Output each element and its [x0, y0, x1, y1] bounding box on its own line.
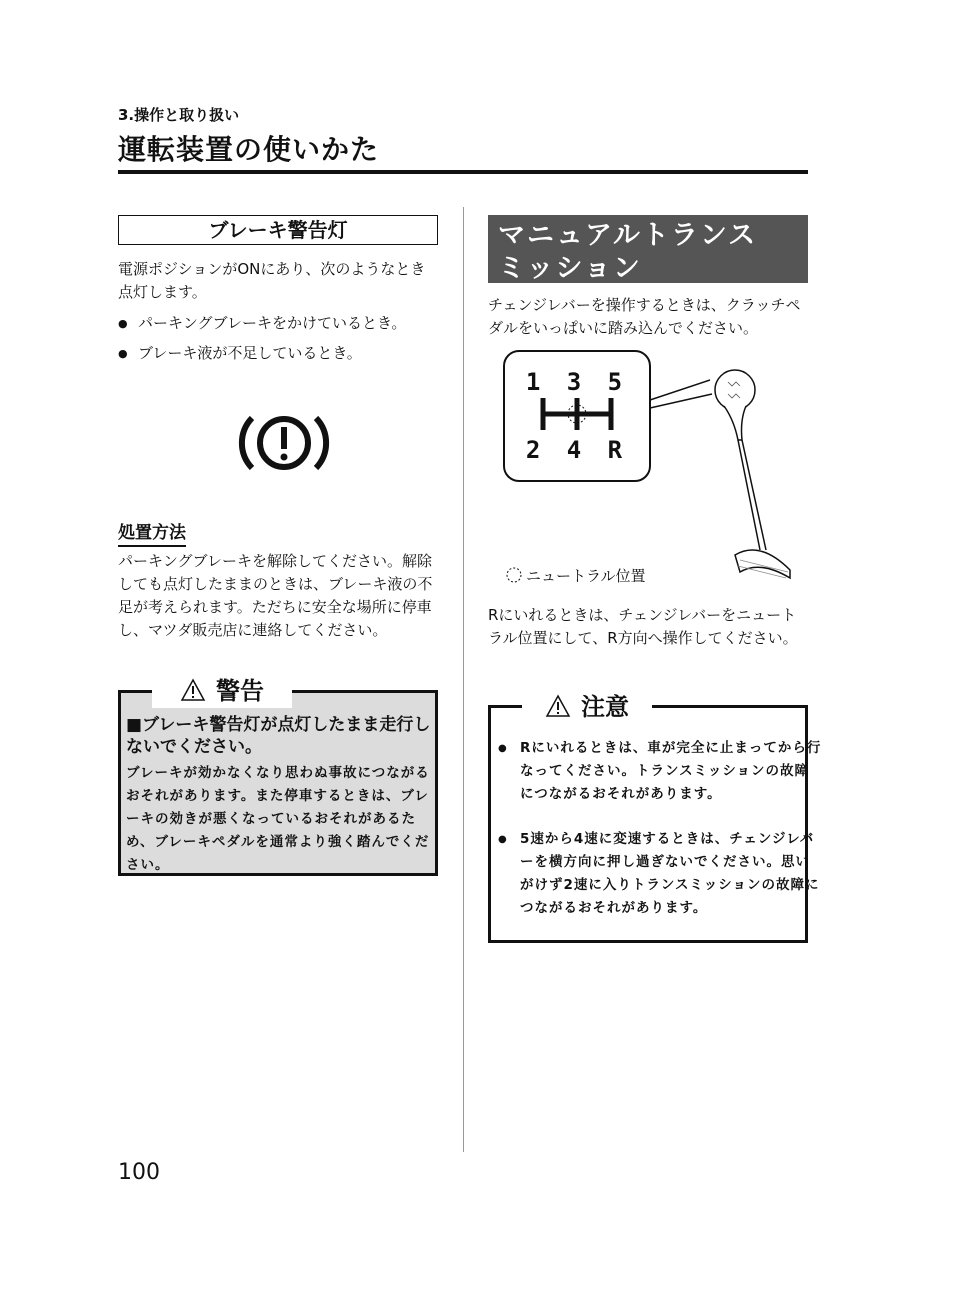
list-item: ● Rにいれるときは、車が完全に止まってから行なってください。トランスミッションの故障につながるおそれがあります。 — [498, 737, 822, 806]
warning-label — [152, 674, 292, 708]
shift-lever-illustration — [640, 360, 800, 585]
list-item: ● ブレーキ液が不足しているとき。 — [118, 342, 440, 365]
shift-gears-top: 1 3 5 — [525, 368, 629, 396]
warning-triangle-icon — [180, 678, 206, 702]
header-rule — [118, 170, 808, 174]
heading-line-2: ミッション — [498, 253, 642, 284]
neutral-caption: ニュートラル位置 — [526, 567, 646, 585]
shift-pattern-box — [503, 350, 651, 482]
page-number: 100 — [118, 1160, 160, 1185]
page-title: 運転装置の使いかた — [118, 133, 380, 166]
brake-warning-intro: 電源ポジションがONにあり、次のようなとき点灯します。 — [118, 260, 426, 301]
list-item: ● 5速から4速に変速するときは、チェンジレバーを横方向に押し過ぎないでください。思いがけず2速に入りトランスミッションの故障につながるおそれがあります。 — [498, 828, 822, 920]
brake-warning-icon — [236, 408, 332, 478]
warning-title: ■ブレーキ警告灯が点灯したまま走行しないでください。 — [126, 715, 431, 757]
column-divider — [463, 207, 464, 1152]
list-item: ● パーキングブレーキをかけているとき。 — [118, 312, 440, 335]
remedy-heading: 処置方法 — [118, 518, 186, 547]
warning-body: ブレーキが効かなくなり思わぬ事故につながるおそれがあります。また停車するときは、ブレーキの効きが悪くなっているおそれがあるため、ブレーキペダルを通常より強く踏んでください。 — [126, 765, 430, 873]
caution-label — [522, 690, 652, 724]
shift-gate-diagram — [535, 396, 619, 432]
brake-warning-heading: ブレーキ警告灯 — [118, 215, 438, 245]
caution-label-text: 注意 — [581, 693, 629, 721]
caution-triangle-icon — [545, 694, 571, 718]
warning-label-text: 警告 — [216, 677, 264, 705]
reverse-note: Rにいれるときは、チェンジレバーをニュートラル位置にして、R方向へ操作してください。 — [488, 606, 798, 647]
shift-gears-bottom: 2 4 R — [525, 436, 629, 464]
manual-transmission-heading — [488, 215, 808, 283]
heading-line-1: マニュアルトランス — [498, 220, 758, 251]
chapter-label: 3.操作と取り扱い — [118, 106, 240, 124]
neutral-position-icon — [505, 566, 523, 584]
transmission-intro: チェンジレバーを操作するときは、クラッチペダルをいっぱいに踏み込んでください。 — [488, 296, 801, 337]
remedy-text: パーキングブレーキを解除してください。解除しても点灯したままのときは、ブレーキ液の不足が考えられます。ただちに安全な場所に停車し、マツダ販売店に連絡してください。 — [118, 552, 433, 639]
